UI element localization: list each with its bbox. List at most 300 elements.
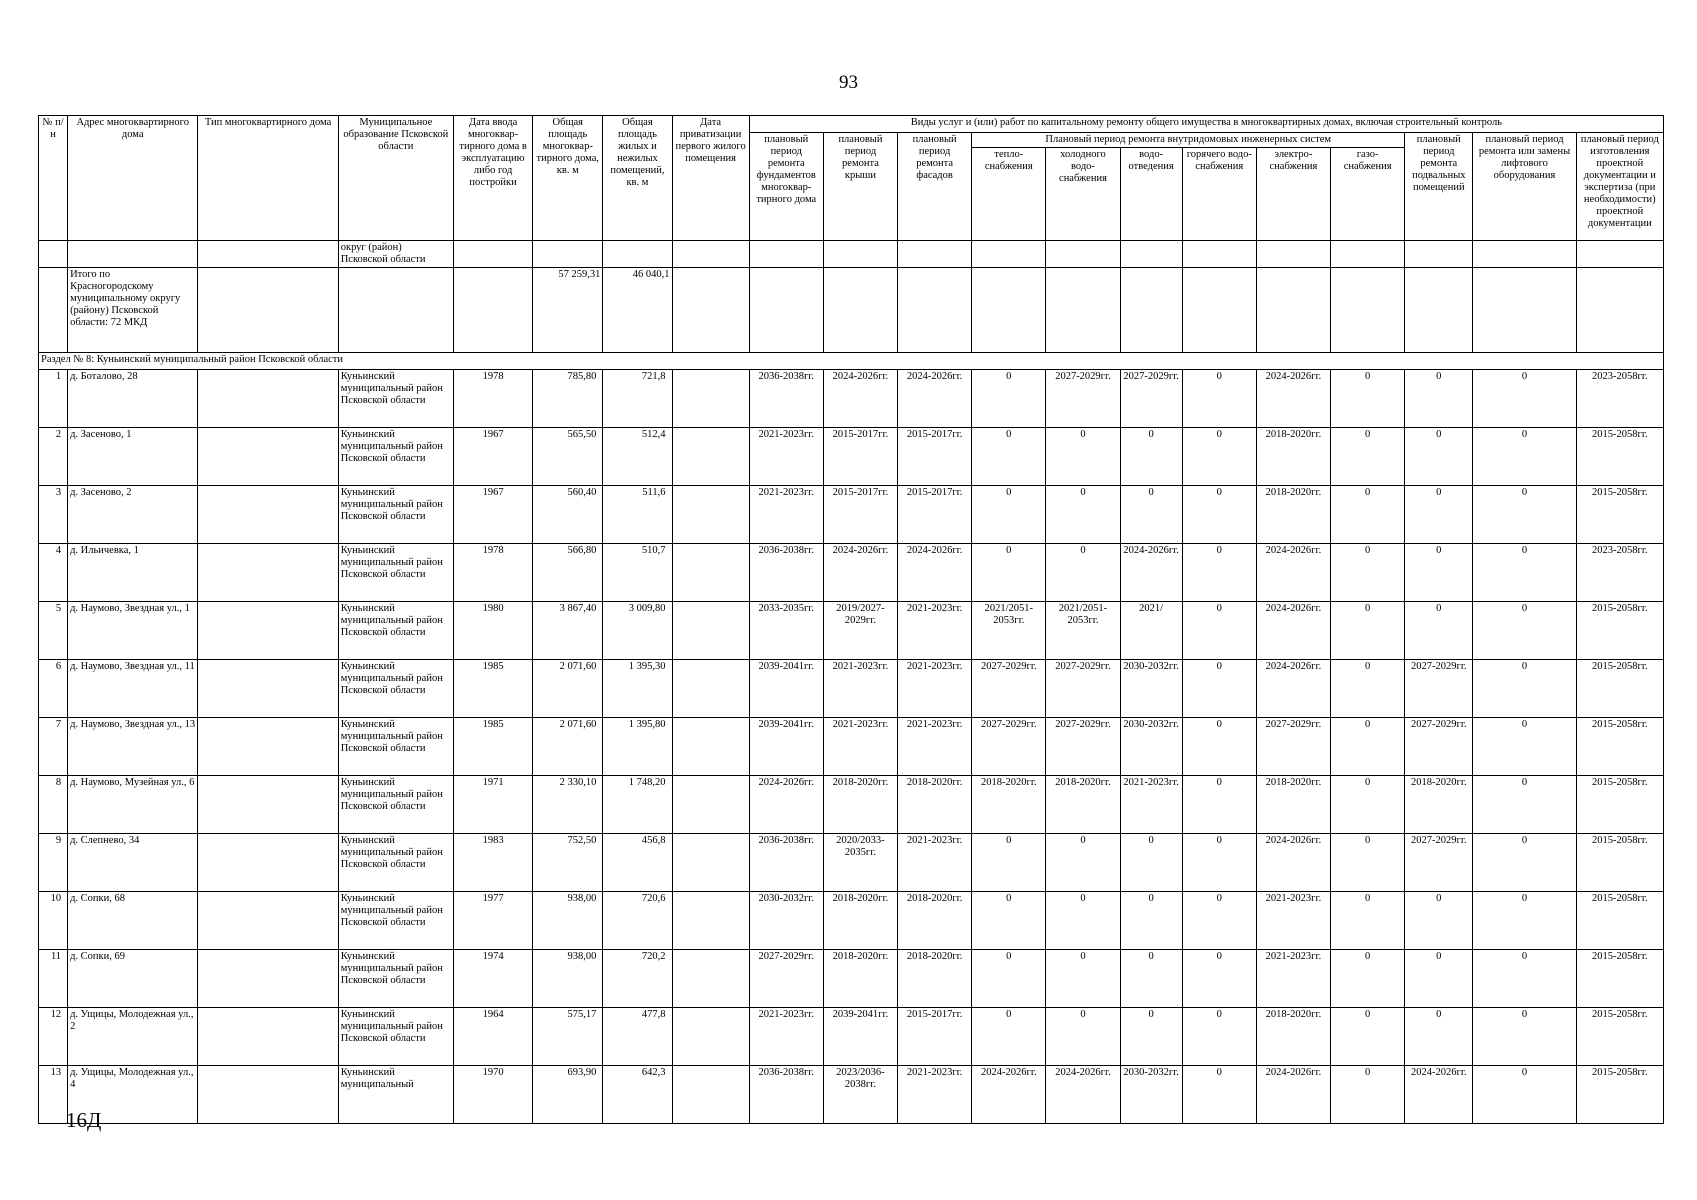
cell-municipality: Куньинский муниципальный xyxy=(338,1066,453,1124)
cell-heat: 0 xyxy=(972,370,1046,428)
cell-project: 2015-2058гг. xyxy=(1576,1008,1663,1066)
cell-total-area: 938,00 xyxy=(533,892,603,950)
cell-heat: 0 xyxy=(972,428,1046,486)
cell-privat-date xyxy=(672,776,749,834)
cell-total-area: 575,17 xyxy=(533,1008,603,1066)
cell-electric: 2024-2026гг. xyxy=(1256,370,1330,428)
cell-project: 2015-2058гг. xyxy=(1576,718,1663,776)
table-row xyxy=(39,544,1664,602)
cell-living-area: 1 748,20 xyxy=(603,776,672,834)
cell-basement: 0 xyxy=(1405,544,1473,602)
cell-sewer: 2030-2032гг. xyxy=(1120,660,1182,718)
cell-lift: 0 xyxy=(1473,544,1576,602)
cell-hot-water: 0 xyxy=(1182,1066,1256,1124)
cell-gas: 0 xyxy=(1331,950,1405,1008)
cell-heat: 0 xyxy=(972,834,1046,892)
cell-heat: 2027-2029гг. xyxy=(972,660,1046,718)
cell-gas: 0 xyxy=(1331,486,1405,544)
table-row xyxy=(39,892,1664,950)
cell-basement: 0 xyxy=(1405,892,1473,950)
cell-basement: 2027-2029гг. xyxy=(1405,660,1473,718)
cell-municipality: Куньинский муниципальный район Псковской области xyxy=(338,1008,453,1066)
cell-house-type xyxy=(198,370,338,428)
cell-roof: 2018-2020гг. xyxy=(823,892,897,950)
cell-project: 2023-2058гг. xyxy=(1576,544,1663,602)
cell-lift: 0 xyxy=(1473,892,1576,950)
cell-hot-water: 0 xyxy=(1182,602,1256,660)
cell-hot-water: 0 xyxy=(1182,776,1256,834)
cell-privat-date xyxy=(672,602,749,660)
cell-cold-water: 0 xyxy=(1046,950,1120,1008)
header-type: Тип многоквартирного дома xyxy=(198,116,338,241)
cell-living-area: 477,8 xyxy=(603,1008,672,1066)
table-row xyxy=(39,602,1664,660)
cell-gas: 0 xyxy=(1331,892,1405,950)
cell-electric: 2021-2023гг. xyxy=(1256,950,1330,1008)
cell-facade: 2018-2020гг. xyxy=(898,776,972,834)
cell-cold-water: 0 xyxy=(1046,1008,1120,1066)
cell-foundation: 2036-2038гг. xyxy=(749,834,823,892)
cell-living-area: 1 395,80 xyxy=(603,718,672,776)
cell-privat-date xyxy=(672,370,749,428)
cell-address: д. Сопки, 69 xyxy=(68,950,198,1008)
capital-repair-table xyxy=(38,115,1664,1124)
cell-hot-water: 0 xyxy=(1182,544,1256,602)
cell-project: 2015-2058гг. xyxy=(1576,1066,1663,1124)
cell-foundation: 2039-2041гг. xyxy=(749,660,823,718)
cell-municipality: Куньинский муниципальный район Псковской области xyxy=(338,892,453,950)
header-sewer: водо-отведения xyxy=(1120,148,1182,241)
cell-row-number: 7 xyxy=(39,718,68,776)
header-project: плановый период изготовления проектной документации и экспертиза (при необходимости) проектной документации xyxy=(1576,133,1663,241)
cell-foundation: 2036-2038гг. xyxy=(749,370,823,428)
cell-row-number: 8 xyxy=(39,776,68,834)
cell-lift: 0 xyxy=(1473,776,1576,834)
cell-year: 1967 xyxy=(454,486,533,544)
okrug-row xyxy=(39,241,1664,268)
cell-lift: 0 xyxy=(1473,1008,1576,1066)
cell-lift: 0 xyxy=(1473,718,1576,776)
cell-hot-water: 0 xyxy=(1182,660,1256,718)
cell-year: 1983 xyxy=(454,834,533,892)
header-total-area: Общая площадь многоквар-тирного дома, кв. м xyxy=(533,116,603,241)
page-number: 93 xyxy=(839,72,858,93)
header-facade: плановый период ремонта фасадов xyxy=(898,133,972,241)
cell-heat: 0 xyxy=(972,1008,1046,1066)
cell-hot-water: 0 xyxy=(1182,428,1256,486)
cell-cold-water: 2027-2029гг. xyxy=(1046,660,1120,718)
cell-cold-water: 2024-2026гг. xyxy=(1046,1066,1120,1124)
cell-gas: 0 xyxy=(1331,370,1405,428)
cell-project: 2015-2058гг. xyxy=(1576,892,1663,950)
cell-gas: 0 xyxy=(1331,660,1405,718)
cell-year: 1964 xyxy=(454,1008,533,1066)
cell-address: д. Наумово, Звездная ул., 13 xyxy=(68,718,198,776)
cell-house-type xyxy=(198,718,338,776)
total-living-area: 46 040,1 xyxy=(603,268,672,353)
cell-project: 2023-2058гг. xyxy=(1576,370,1663,428)
cell-roof: 2018-2020гг. xyxy=(823,950,897,1008)
cell-electric: 2024-2026гг. xyxy=(1256,602,1330,660)
cell-electric: 2018-2020гг. xyxy=(1256,1008,1330,1066)
cell-hot-water: 0 xyxy=(1182,1008,1256,1066)
cell-facade: 2021-2023гг. xyxy=(898,660,972,718)
header-address: Адрес многоквартирного дома xyxy=(68,116,198,241)
cell-basement: 2018-2020гг. xyxy=(1405,776,1473,834)
cell-roof: 2039-2041гг. xyxy=(823,1008,897,1066)
cell-house-type xyxy=(198,544,338,602)
cell-project: 2015-2058гг. xyxy=(1576,834,1663,892)
cell-total-area: 560,40 xyxy=(533,486,603,544)
cell-privat-date xyxy=(672,950,749,1008)
cell-electric: 2027-2029гг. xyxy=(1256,718,1330,776)
cell-house-type xyxy=(198,1066,338,1124)
cell-cold-water: 2018-2020гг. xyxy=(1046,776,1120,834)
cell-hot-water: 0 xyxy=(1182,950,1256,1008)
cell-gas: 0 xyxy=(1331,776,1405,834)
header-municipality: Муниципальное образование Псковской области xyxy=(338,116,453,241)
table-row xyxy=(39,776,1664,834)
cell-heat: 0 xyxy=(972,486,1046,544)
cell-sewer: 2027-2029гг. xyxy=(1120,370,1182,428)
cell-project: 2015-2058гг. xyxy=(1576,950,1663,1008)
cell-house-type xyxy=(198,950,338,1008)
cell-electric: 2024-2026гг. xyxy=(1256,1066,1330,1124)
section-row xyxy=(39,353,1664,370)
cell-sewer: 0 xyxy=(1120,428,1182,486)
cell-electric: 2024-2026гг. xyxy=(1256,660,1330,718)
cell-total-area: 565,50 xyxy=(533,428,603,486)
cell-facade: 2015-2017гг. xyxy=(898,486,972,544)
table-row xyxy=(39,486,1664,544)
cell-roof: 2019/2027-2029гг. xyxy=(823,602,897,660)
cell-cold-water: 0 xyxy=(1046,486,1120,544)
cell-lift: 0 xyxy=(1473,950,1576,1008)
cell-roof: 2021-2023гг. xyxy=(823,718,897,776)
cell-year: 1985 xyxy=(454,718,533,776)
cell-living-area: 721,8 xyxy=(603,370,672,428)
cell-address: д. Засеново, 1 xyxy=(68,428,198,486)
cell-sewer: 0 xyxy=(1120,486,1182,544)
cell-cold-water: 0 xyxy=(1046,428,1120,486)
cell-lift: 0 xyxy=(1473,834,1576,892)
cell-sewer: 0 xyxy=(1120,950,1182,1008)
cell-facade: 2021-2023гг. xyxy=(898,1066,972,1124)
cell-living-area: 720,2 xyxy=(603,950,672,1008)
cell-privat-date xyxy=(672,834,749,892)
cell-cold-water: 2021/2051-2053гг. xyxy=(1046,602,1120,660)
cell-row-number: 10 xyxy=(39,892,68,950)
cell-row-number: 9 xyxy=(39,834,68,892)
cell-project: 2015-2058гг. xyxy=(1576,486,1663,544)
cell-basement: 2027-2029гг. xyxy=(1405,834,1473,892)
header-privat-date: Дата приватизации первого жилого помещения xyxy=(672,116,749,241)
header-date: Дата ввода многоквар-тирного дома в эксплуатацию либо год постройки xyxy=(454,116,533,241)
cell-total-area: 785,80 xyxy=(533,370,603,428)
header-foundation: плановый период ремонта фундаментов многоквар-тирного дома xyxy=(749,133,823,241)
cell-address: д. Наумово, Звездная ул., 1 xyxy=(68,602,198,660)
cell-municipality: Куньинский муниципальный район Псковской области xyxy=(338,660,453,718)
cell-hot-water: 0 xyxy=(1182,892,1256,950)
cell-project: 2015-2058гг. xyxy=(1576,428,1663,486)
cell-privat-date xyxy=(672,1066,749,1124)
cell-living-area: 456,8 xyxy=(603,834,672,892)
cell-address: д. Ильичевка, 1 xyxy=(68,544,198,602)
cell-foundation: 2039-2041гг. xyxy=(749,718,823,776)
cell-sewer: 0 xyxy=(1120,834,1182,892)
cell-basement: 0 xyxy=(1405,428,1473,486)
cell-basement: 2024-2026гг. xyxy=(1405,1066,1473,1124)
cell-sewer: 0 xyxy=(1120,892,1182,950)
cell-project: 2015-2058гг. xyxy=(1576,602,1663,660)
cell-cold-water: 2027-2029гг. xyxy=(1046,718,1120,776)
cell-facade: 2015-2017гг. xyxy=(898,1008,972,1066)
cell-cold-water: 0 xyxy=(1046,892,1120,950)
cell-address: д. Засеново, 2 xyxy=(68,486,198,544)
cell-cold-water: 0 xyxy=(1046,834,1120,892)
cell-living-area: 642,3 xyxy=(603,1066,672,1124)
cell-house-type xyxy=(198,834,338,892)
cell-hot-water: 0 xyxy=(1182,718,1256,776)
cell-address: д. Сопки, 68 xyxy=(68,892,198,950)
table-row xyxy=(39,718,1664,776)
cell-row-number: 2 xyxy=(39,428,68,486)
cell-living-area: 511,6 xyxy=(603,486,672,544)
cell-total-area: 752,50 xyxy=(533,834,603,892)
cell-roof: 2015-2017гг. xyxy=(823,486,897,544)
cell-total-area: 2 330,10 xyxy=(533,776,603,834)
cell-basement: 0 xyxy=(1405,370,1473,428)
cell-foundation: 2021-2023гг. xyxy=(749,1008,823,1066)
cell-address: д. Боталово, 28 xyxy=(68,370,198,428)
total-label: Итого по Красногородскому муниципальному округу (району) Псковской области: 72 МКД xyxy=(68,268,198,353)
cell-project: 2015-2058гг. xyxy=(1576,776,1663,834)
cell-facade: 2021-2023гг. xyxy=(898,602,972,660)
cell-facade: 2024-2026гг. xyxy=(898,370,972,428)
cell-gas: 0 xyxy=(1331,602,1405,660)
cell-year: 1978 xyxy=(454,370,533,428)
cell-sewer: 2024-2026гг. xyxy=(1120,544,1182,602)
cell-heat: 0 xyxy=(972,950,1046,1008)
cell-municipality: Куньинский муниципальный район Псковской области xyxy=(338,834,453,892)
cell-sewer: 0 xyxy=(1120,1008,1182,1066)
cell-lift: 0 xyxy=(1473,370,1576,428)
cell-municipality: Куньинский муниципальный район Псковской области xyxy=(338,370,453,428)
cell-lift: 0 xyxy=(1473,660,1576,718)
cell-privat-date xyxy=(672,1008,749,1066)
header-heat: тепло-снабжения xyxy=(972,148,1046,241)
cell-year: 1970 xyxy=(454,1066,533,1124)
cell-facade: 2021-2023гг. xyxy=(898,834,972,892)
cell-living-area: 3 009,80 xyxy=(603,602,672,660)
cell-heat: 2027-2029гг. xyxy=(972,718,1046,776)
cell-row-number: 11 xyxy=(39,950,68,1008)
cell-year: 1974 xyxy=(454,950,533,1008)
total-row xyxy=(39,268,1664,353)
cell-lift: 0 xyxy=(1473,1066,1576,1124)
footer-code: 16Д xyxy=(66,1108,102,1132)
header-works-group: Виды услуг и (или) работ по капитальному ремонту общего имущества в многоквартирных домах, включая строительный контроль xyxy=(749,116,1663,133)
cell-facade: 2021-2023гг. xyxy=(898,718,972,776)
cell-privat-date xyxy=(672,428,749,486)
cell-address: д. Ущицы, Молодежная ул., 4 xyxy=(68,1066,198,1124)
cell-municipality: Куньинский муниципальный район Псковской области xyxy=(338,718,453,776)
cell-living-area: 720,6 xyxy=(603,892,672,950)
cell-foundation: 2021-2023гг. xyxy=(749,486,823,544)
cell-electric: 2024-2026гг. xyxy=(1256,834,1330,892)
cell-row-number: 12 xyxy=(39,1008,68,1066)
cell-electric: 2018-2020гг. xyxy=(1256,428,1330,486)
cell-facade: 2024-2026гг. xyxy=(898,544,972,602)
cell-foundation: 2030-2032гг. xyxy=(749,892,823,950)
cell-heat: 0 xyxy=(972,544,1046,602)
header-lift: плановый период ремонта или замены лифтового оборудования xyxy=(1473,133,1576,241)
section-title: Раздел № 8: Куньинский муниципальный район Псковской области xyxy=(39,353,1664,370)
cell-row-number: 5 xyxy=(39,602,68,660)
cell-hot-water: 0 xyxy=(1182,834,1256,892)
cell-foundation: 2024-2026гг. xyxy=(749,776,823,834)
cell-hot-water: 0 xyxy=(1182,486,1256,544)
data-rows xyxy=(39,370,1664,1124)
cell-living-area: 512,4 xyxy=(603,428,672,486)
cell-row-number: 4 xyxy=(39,544,68,602)
cell-year: 1980 xyxy=(454,602,533,660)
cell-municipality: Куньинский муниципальный район Псковской области xyxy=(338,602,453,660)
cell-total-area: 2 071,60 xyxy=(533,660,603,718)
cell-foundation: 2027-2029гг. xyxy=(749,950,823,1008)
cell-house-type xyxy=(198,602,338,660)
cell-address: д. Слепнево, 34 xyxy=(68,834,198,892)
cell-basement: 0 xyxy=(1405,602,1473,660)
header-roof: плановый период ремонта крыши xyxy=(823,133,897,241)
cell-heat: 2021/2051-2053гг. xyxy=(972,602,1046,660)
cell-foundation: 2021-2023гг. xyxy=(749,428,823,486)
table-row xyxy=(39,660,1664,718)
cell-row-number: 1 xyxy=(39,370,68,428)
cell-gas: 0 xyxy=(1331,544,1405,602)
cell-gas: 0 xyxy=(1331,1008,1405,1066)
header-engineering-group: Плановый период ремонта внутридомовых инженерных систем xyxy=(972,133,1405,148)
cell-year: 1967 xyxy=(454,428,533,486)
cell-roof: 2023/2036-2038гг. xyxy=(823,1066,897,1124)
cell-cold-water: 0 xyxy=(1046,544,1120,602)
cell-lift: 0 xyxy=(1473,486,1576,544)
cell-total-area: 2 071,60 xyxy=(533,718,603,776)
header-electric: электро-снабжения xyxy=(1256,148,1330,241)
cell-house-type xyxy=(198,428,338,486)
cell-heat: 0 xyxy=(972,892,1046,950)
cell-basement: 0 xyxy=(1405,950,1473,1008)
cell-facade: 2015-2017гг. xyxy=(898,428,972,486)
cell-basement: 2027-2029гг. xyxy=(1405,718,1473,776)
cell-municipality: Куньинский муниципальный район Псковской области xyxy=(338,428,453,486)
header-hot: горячего водо-снабжения xyxy=(1182,148,1256,241)
cell-foundation: 2036-2038гг. xyxy=(749,544,823,602)
cell-foundation: 2033-2035гг. xyxy=(749,602,823,660)
cell-sewer: 2030-2032гг. xyxy=(1120,1066,1182,1124)
cell-electric: 2021-2023гг. xyxy=(1256,892,1330,950)
cell-lift: 0 xyxy=(1473,602,1576,660)
cell-total-area: 938,00 xyxy=(533,950,603,1008)
cell-electric: 2018-2020гг. xyxy=(1256,486,1330,544)
cell-foundation: 2036-2038гг. xyxy=(749,1066,823,1124)
cell-electric: 2018-2020гг. xyxy=(1256,776,1330,834)
cell-gas: 0 xyxy=(1331,834,1405,892)
cell-roof: 2024-2026гг. xyxy=(823,544,897,602)
cell-row-number: 3 xyxy=(39,486,68,544)
cell-roof: 2020/2033-2035гг. xyxy=(823,834,897,892)
cell-privat-date xyxy=(672,486,749,544)
cell-house-type xyxy=(198,486,338,544)
cell-house-type xyxy=(198,892,338,950)
cell-roof: 2024-2026гг. xyxy=(823,370,897,428)
header-basement: плановый период ремонта подвальных помещений xyxy=(1405,133,1473,241)
cell-total-area: 3 867,40 xyxy=(533,602,603,660)
cell-total-area: 693,90 xyxy=(533,1066,603,1124)
cell-roof: 2015-2017гг. xyxy=(823,428,897,486)
cell-basement: 0 xyxy=(1405,1008,1473,1066)
header-gas: газо-снабжения xyxy=(1331,148,1405,241)
cell-basement: 0 xyxy=(1405,486,1473,544)
cell-facade: 2018-2020гг. xyxy=(898,892,972,950)
cell-gas: 0 xyxy=(1331,1066,1405,1124)
cell-municipality: Куньинский муниципальный район Псковской области xyxy=(338,486,453,544)
cell-municipality: Куньинский муниципальный район Псковской области xyxy=(338,950,453,1008)
cell-row-number: 6 xyxy=(39,660,68,718)
cell-row-number: 13 xyxy=(39,1066,68,1124)
cell-heat: 2024-2026гг. xyxy=(972,1066,1046,1124)
cell-living-area: 1 395,30 xyxy=(603,660,672,718)
cell-privat-date xyxy=(672,660,749,718)
cell-privat-date xyxy=(672,718,749,776)
cell-house-type xyxy=(198,660,338,718)
cell-total-area: 566,80 xyxy=(533,544,603,602)
cell-facade: 2018-2020гг. xyxy=(898,950,972,1008)
header-living-area: Общая площадь жилых и нежилых помещений, кв. м xyxy=(603,116,672,241)
cell-address: д. Ущицы, Молодежная ул., 2 xyxy=(68,1008,198,1066)
cell-house-type xyxy=(198,1008,338,1066)
okrug-municipality: округ (район) Псковской области xyxy=(338,241,453,268)
cell-lift: 0 xyxy=(1473,428,1576,486)
cell-sewer: 2021-2023гг. xyxy=(1120,776,1182,834)
cell-project: 2015-2058гг. xyxy=(1576,660,1663,718)
cell-heat: 2018-2020гг. xyxy=(972,776,1046,834)
cell-sewer: 2021/ xyxy=(1120,602,1182,660)
cell-address: д. Наумово, Музейная ул., 6 xyxy=(68,776,198,834)
table-row xyxy=(39,834,1664,892)
cell-gas: 0 xyxy=(1331,718,1405,776)
cell-privat-date xyxy=(672,892,749,950)
cell-year: 1971 xyxy=(454,776,533,834)
table-row xyxy=(39,370,1664,428)
cell-year: 1977 xyxy=(454,892,533,950)
cell-sewer: 2030-2032гг. xyxy=(1120,718,1182,776)
header-num: № п/н xyxy=(39,116,68,241)
cell-gas: 0 xyxy=(1331,428,1405,486)
cell-year: 1978 xyxy=(454,544,533,602)
cell-electric: 2024-2026гг. xyxy=(1256,544,1330,602)
cell-municipality: Куньинский муниципальный район Псковской области xyxy=(338,776,453,834)
total-total-area: 57 259,31 xyxy=(533,268,603,353)
cell-hot-water: 0 xyxy=(1182,370,1256,428)
cell-privat-date xyxy=(672,544,749,602)
cell-year: 1985 xyxy=(454,660,533,718)
header-cold: холодного водо-снабжения xyxy=(1046,148,1120,241)
table-row xyxy=(39,1066,1664,1124)
cell-cold-water: 2027-2029гг. xyxy=(1046,370,1120,428)
cell-roof: 2018-2020гг. xyxy=(823,776,897,834)
table-row xyxy=(39,1008,1664,1066)
